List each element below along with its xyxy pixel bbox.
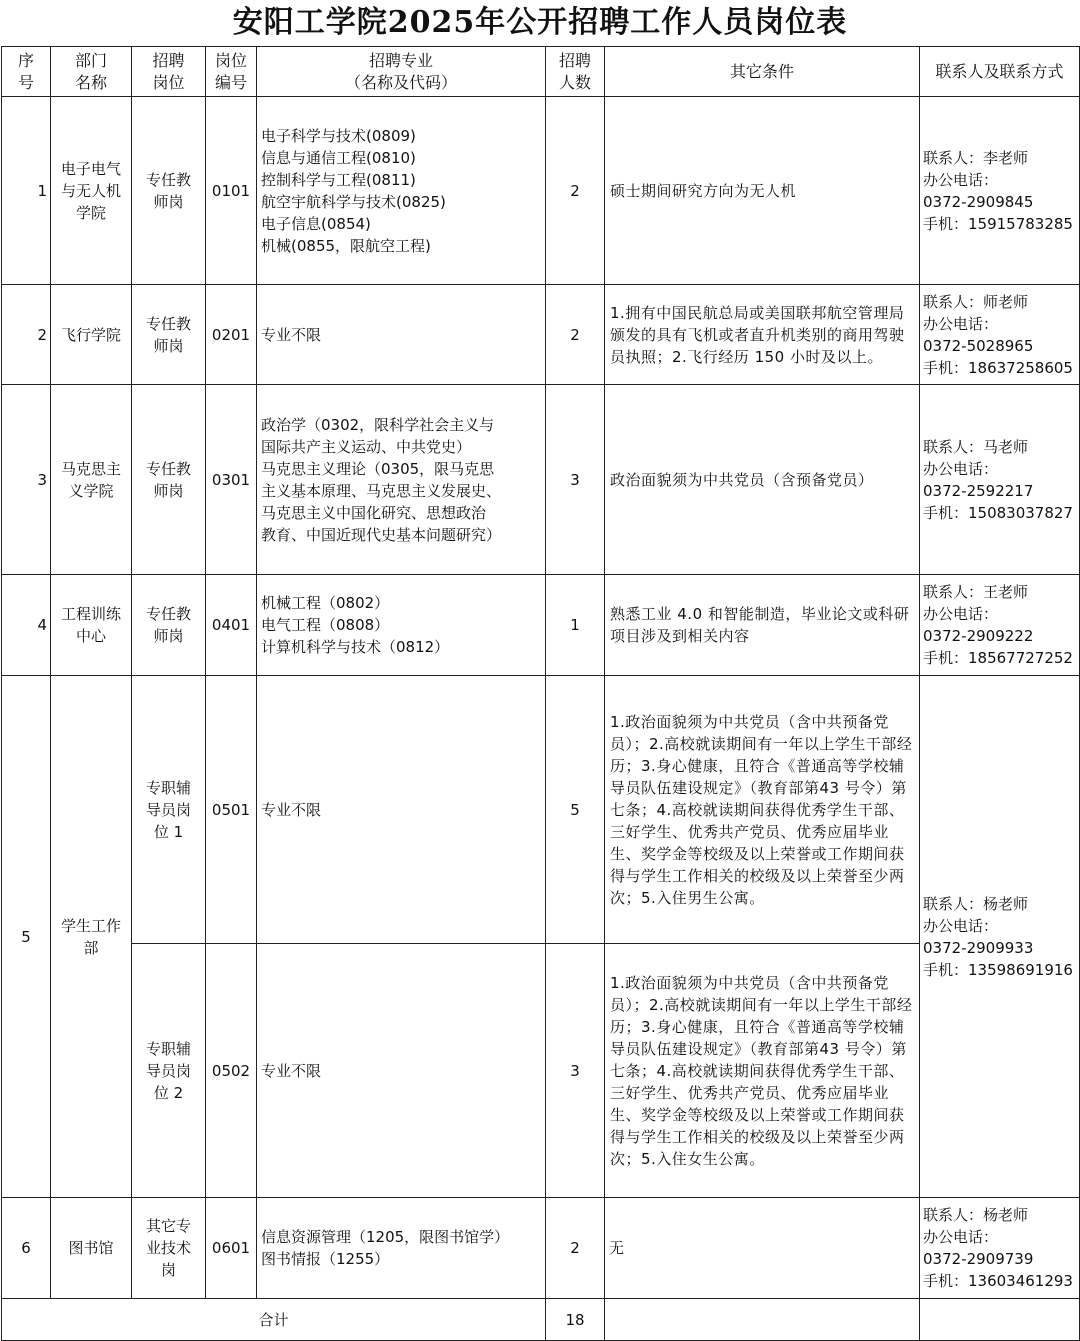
row-count: 5 [546, 676, 605, 944]
row-contact: 联系人：马老师 办公电话： 0372-2592217 手机：15083037827 [920, 385, 1080, 575]
row-seq: 1 [2, 97, 51, 285]
row-conditions: 1.政治面貌须为中共党员（含中共预备党员）；2.高校就读期间有一年以上学生干部经历；3.身心健康，且符合《普通高等学校辅导员队伍建设规定》（教育部第43 号令）第七条；4.高校就读期间获得优秀学生干部、三好学生、优秀共产党员、优秀应届毕业生、奖学金等校级及以上荣誉或工作期间获得与学生工作相关的校级及以上荣誉至少两次；5.入住女生公寓。 [605, 944, 920, 1198]
total-count: 18 [546, 1299, 605, 1341]
table-row [2, 1198, 1080, 1299]
row-majors: 专业不限 [257, 285, 546, 385]
row-dept: 图书馆 [51, 1198, 132, 1299]
row-code: 0601 [206, 1198, 257, 1299]
table-row [2, 285, 1080, 385]
row-dept: 工程训练中心 [51, 575, 132, 676]
row-majors: 政治学（0302，限科学社会主义与 国际共产主义运动、中共党史） 马克思主义理论（0305，限马克思 主义基本原理、马克思主义发展史、 马克思主义中国化研究、思想政治 教育、中国近现代史基本问题研究） [257, 385, 546, 575]
row-contact: 联系人：王老师 办公电话： 0372-2909222 手机：18567727252 [920, 575, 1080, 676]
header-contact: 联系人及联系方式 [920, 47, 1080, 97]
header-seq: 序 号 [2, 47, 51, 97]
row-count: 2 [546, 1198, 605, 1299]
table-row [2, 385, 1080, 575]
row-position: 专任教师岗 [132, 285, 206, 385]
total-label: 合计 [2, 1299, 546, 1341]
table-row [2, 676, 1080, 944]
row-seq: 6 [2, 1198, 51, 1299]
header-code: 岗位 编号 [206, 47, 257, 97]
row-code: 0401 [206, 575, 257, 676]
row-count: 2 [546, 285, 605, 385]
row-count: 3 [546, 385, 605, 575]
table-row [2, 97, 1080, 285]
row-contact: 联系人：杨老师 办公电话： 0372-2909739 手机：13603461293 [920, 1198, 1080, 1299]
row-position: 专任教师岗 [132, 97, 206, 285]
row-conditions: 无 [605, 1198, 920, 1299]
table-row [2, 575, 1080, 676]
row-conditions: 熟悉工业 4.0 和智能制造，毕业论文或科研项目涉及到相关内容 [605, 575, 920, 676]
total-contact-empty [920, 1299, 1080, 1341]
row-position: 其它专业技术岗 [132, 1198, 206, 1299]
header-position: 招聘 岗位 [132, 47, 206, 97]
row-count: 2 [546, 97, 605, 285]
header-dept: 部门 名称 [51, 47, 132, 97]
row-conditions: 政治面貌须为中共党员（含预备党员） [605, 385, 920, 575]
row-contact: 联系人：李老师 办公电话： 0372-2909845 手机：15915783285 [920, 97, 1080, 285]
row-code: 0501 [206, 676, 257, 944]
row-contact: 联系人：杨老师 办公电话： 0372-2909933 手机：13598691916 [920, 676, 1080, 1198]
table-row [2, 944, 1080, 1198]
row-position: 专职辅导员岗位 2 [132, 944, 206, 1198]
row-conditions: 1.拥有中国民航总局或美国联邦航空管理局颁发的具有飞机或者直升机类别的商用驾驶员执照；2.飞行经历 150 小时及以上。 [605, 285, 920, 385]
row-seq: 3 [2, 385, 51, 575]
row-position: 专职辅导员岗位 1 [132, 676, 206, 944]
page-title: 安阳工学院2025年公开招聘工作人员岗位表 [232, 5, 848, 40]
row-majors: 信息资源管理（1205，限图书馆学） 图书情报（1255） [257, 1198, 546, 1299]
row-code: 0301 [206, 385, 257, 575]
row-majors: 电子科学与技术(0809) 信息与通信工程(0810) 控制科学与工程(0811) 航空宇航科学与技术(0825) 电子信息(0854) 机械(0855，限航空工程) [257, 97, 546, 285]
row-position: 专任教师岗 [132, 385, 206, 575]
row-code: 0502 [206, 944, 257, 1198]
row-dept: 马克思主义学院 [51, 385, 132, 575]
row-position: 专任教师岗 [132, 575, 206, 676]
row-dept: 飞行学院 [51, 285, 132, 385]
header-count: 招聘 人数 [546, 47, 605, 97]
total-conditions-empty [605, 1299, 920, 1341]
row-majors: 专业不限 [257, 944, 546, 1198]
total-row [2, 1299, 1080, 1341]
header-conditions: 其它条件 [605, 47, 920, 97]
row-count: 1 [546, 575, 605, 676]
row-code: 0201 [206, 285, 257, 385]
row-dept: 学生工作部 [51, 676, 132, 1198]
row-majors: 专业不限 [257, 676, 546, 944]
row-contact: 联系人：师老师 办公电话： 0372-5028965 手机：18637258605 [920, 285, 1080, 385]
row-seq: 5 [2, 676, 51, 1198]
header-row [2, 47, 1080, 97]
recruitment-table [1, 46, 1080, 1341]
row-code: 0101 [206, 97, 257, 285]
row-dept: 电子电气与无人机学院 [51, 97, 132, 285]
row-majors: 机械工程（0802） 电气工程（0808） 计算机科学与技术（0812） [257, 575, 546, 676]
row-conditions: 硕士期间研究方向为无人机 [605, 97, 920, 285]
row-count: 3 [546, 944, 605, 1198]
row-conditions: 1.政治面貌须为中共党员（含中共预备党员）；2.高校就读期间有一年以上学生干部经历；3.身心健康，且符合《普通高等学校辅导员队伍建设规定》（教育部第43 号令）第七条；4.高校就读期间获得优秀学生干部、三好学生、优秀共产党员、优秀应届毕业生、奖学金等校级及以上荣誉或工作期间获得与学生工作相关的校级及以上荣誉至少两次；5.入住男生公寓。 [605, 676, 920, 944]
header-major: 招聘专业 （名称及代码） [257, 47, 546, 97]
row-seq: 4 [2, 575, 51, 676]
row-seq: 2 [2, 285, 51, 385]
